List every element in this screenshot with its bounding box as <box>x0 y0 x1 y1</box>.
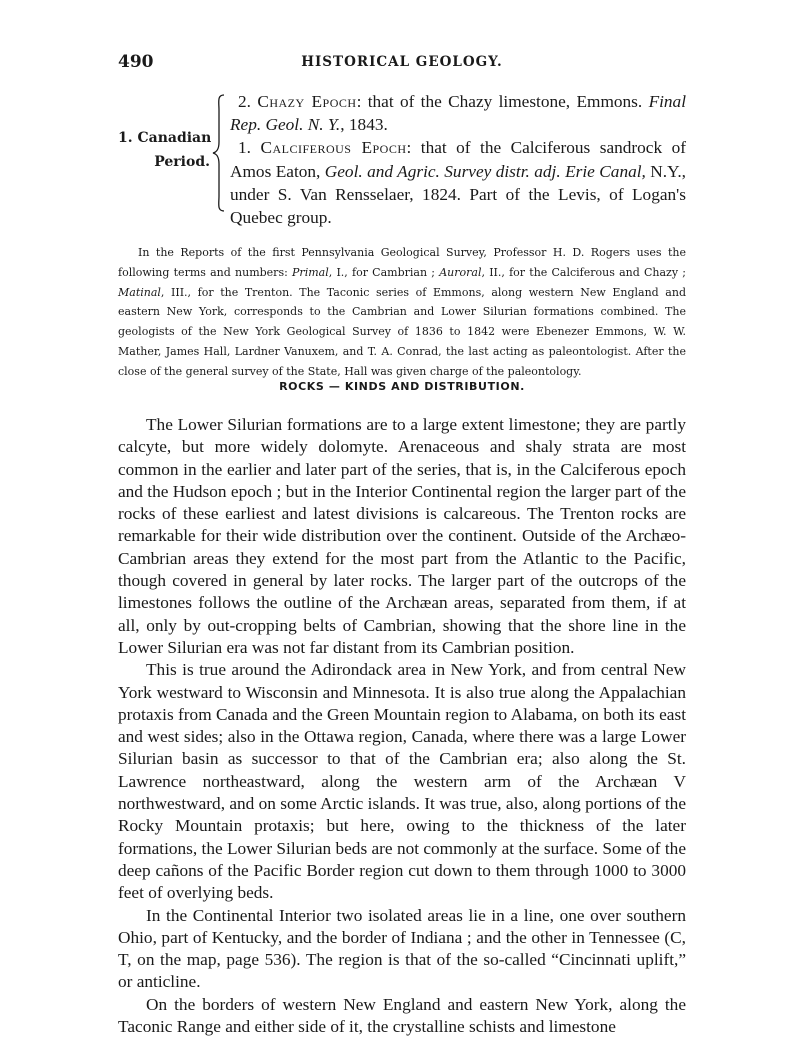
epoch-text: : that of the Chazy limestone, Emmons. <box>356 92 643 111</box>
paragraph: On the borders of western New England and eastern New York, along the Taconic Range and either side of it, the crystalline schists and limestone <box>118 994 686 1037</box>
paragraph: In the Continental Interior two isolated areas lie in a line, one over southern Ohio, part of Kentucky, and the border of Indiana ; and the other in Tennessee (C, T, on the map, page 536). The region is that of the so-called “Cincinnati uplift,” or anticline. <box>118 905 686 992</box>
period-name: 1. Canadian <box>118 130 212 146</box>
note-text: , I., for Cambrian ; <box>328 265 435 279</box>
page-number: 490 <box>118 52 154 72</box>
curly-brace-icon <box>212 94 226 212</box>
period-label <box>118 126 210 174</box>
epoch-text-end: , 1843. <box>340 115 388 135</box>
epoch-number: 2. <box>238 92 251 111</box>
epoch-text-end: N.Y., under S. Van Rensselaer, 1824. Part of the Levis, of Logan's Quebec group. <box>230 161 686 228</box>
epoch-name: Calciferous Epoch <box>260 138 407 158</box>
epoch-calciferous <box>230 136 686 229</box>
epoch-number: 1. <box>238 138 251 158</box>
section-heading: ROCKS — KINDS AND DISTRIBUTION. <box>279 380 525 393</box>
note-text: In the Reports of the first Pennsylvania Geological Survey, Professor H. D. Rogers uses the following terms and numbers: <box>118 246 686 279</box>
epoch-citation: Final Rep. Geol. N. Y. <box>230 92 687 135</box>
running-head <box>118 52 686 76</box>
epoch-text: : that of the Calciferous sandrock of Amos Eaton, <box>230 138 686 181</box>
epoch-citation: Geol. and Agric. Survey distr. adj. Erie Canal, <box>324 161 646 181</box>
note-text: , II., for the Calciferous and Chazy ; <box>481 265 686 279</box>
epoch-name: Chazy Epoch <box>257 92 357 111</box>
note-term: Matinal <box>118 285 161 299</box>
footnote-paragraph <box>118 243 686 382</box>
body-text <box>118 414 686 1038</box>
paragraph: This is true around the Adirondack area in New York, and from central New York westward to Wisconsin and Minnesota. It is also true along the Appalachian protaxis from Canada and the Green Mountain region to Alabama, on both its east and west sides; also in the Ottawa region, Canada, where there was a large Lower Silurian basin as successor to that of the Cambrian era; also along the St. Lawrence northeastward, along the western arm of the Archæan V northwestward, and on some Arctic islands. It was true, also, along portions of the Rocky Mountain protaxis; but here, owing to the thickness of the later formations, the Lower Silurian beds are not commonly at the surface. Some of the deep cañons of the Pacific Border region cut down to them through 1000 to 3000 feet of overlying beds. <box>118 660 686 903</box>
paragraph: The Lower Silurian formations are to a large extent limestone; they are partly calcyte, but more widely dolomyte. Arenaceous and shaly strata are most common in the earlier and later part of the series, that is, in the Calciferous epoch and the Hudson epoch ; but in the Interior Continental region the larger part of the rocks of these earliest and latest divisions is calcareous. The Trenton rocks are remarkable for their wide distribution over the continent. Outside of the Archæo-Cambrian areas they extend for the most part from the Atlantic to the Pacific, though covered in general by later rocks. The larger part of the outcrops of the limestones follows the outline of the Archæan areas, separated from them, if at all, only by out-cropping belts of Cambrian, showing that the shore line in the Lower Silurian era was not far distant from its Cambrian position. <box>118 415 686 657</box>
epoch-chazy <box>230 90 686 136</box>
note-term: Primal <box>292 265 329 279</box>
epoch-list <box>230 90 686 229</box>
note-term: Auroral <box>439 265 482 279</box>
period-word: Period. <box>154 154 210 170</box>
period-classification <box>118 90 687 228</box>
note-text: , III., for the Trenton. The Taconic series of Emmons, along western New England and eastern New York, corresponds to the Cambrian and Lower Silurian formations combined. The geologists of the New York Geological Survey of 1836 to 1842 were Ebenezer Emmons, W. W. Mather, James Hall, Lardner Vanuxem, and T. A. Conrad, the last acting as paleontologist. After the close of the general survey of the State, Hall was given charge of the paleontology. <box>118 285 686 378</box>
running-title: HISTORICAL GEOLOGY. <box>301 54 503 70</box>
